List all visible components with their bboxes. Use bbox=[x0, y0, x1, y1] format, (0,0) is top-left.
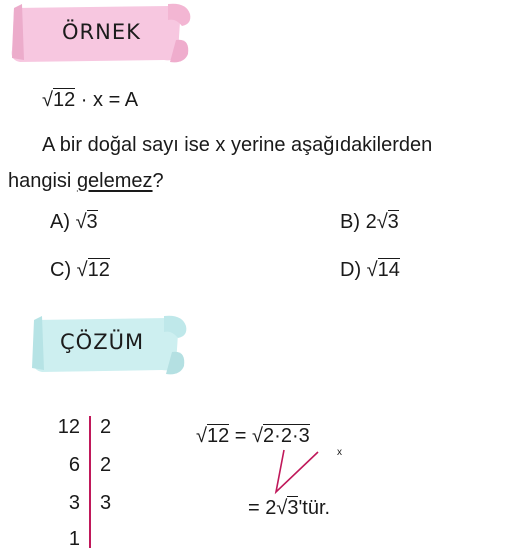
option-a-value: √3 bbox=[75, 211, 98, 233]
option-d-label: D) bbox=[340, 259, 362, 281]
equation-rest: · x = A bbox=[80, 89, 139, 111]
option-c-value: √12 bbox=[76, 259, 110, 281]
question-line1: A bir doğal sayı ise x yerine aşağıdakilerden bbox=[42, 134, 433, 156]
option-a-label: A) bbox=[50, 211, 70, 233]
option-d-value: √14 bbox=[366, 259, 400, 281]
ladder-factor: 2 bbox=[100, 454, 112, 476]
result-sqrt: √3 bbox=[276, 497, 299, 519]
question-mark: ? bbox=[152, 170, 164, 192]
solution-lhs: √12 bbox=[196, 425, 230, 447]
ladder-factor: 2 bbox=[100, 416, 112, 438]
option-a[interactable] bbox=[50, 210, 98, 234]
ornek-banner bbox=[0, 0, 200, 70]
option-d[interactable] bbox=[340, 258, 400, 282]
option-c-label: C) bbox=[50, 259, 72, 281]
solution-equals: = bbox=[234, 425, 247, 447]
option-b[interactable] bbox=[340, 210, 399, 234]
ladder-divider bbox=[89, 416, 91, 548]
sqrt-12: √12 bbox=[42, 89, 76, 111]
cancel-mark: x bbox=[337, 447, 342, 458]
ladder-number: 3 bbox=[68, 492, 80, 514]
cozum-banner bbox=[0, 308, 200, 380]
pairing-check-icon bbox=[268, 444, 328, 496]
ladder-number: 1 bbox=[68, 528, 80, 550]
cozum-title: ÇÖZÜM bbox=[60, 330, 145, 354]
solution-result bbox=[248, 496, 330, 520]
equation-radicand: 12 bbox=[52, 89, 76, 111]
question-hangisi: hangisi bbox=[8, 170, 77, 192]
ladder-number: 12 bbox=[57, 416, 80, 438]
question-line2 bbox=[8, 170, 164, 193]
option-c[interactable] bbox=[50, 258, 110, 282]
ornek-title: ÖRNEK bbox=[62, 20, 141, 44]
ladder-factor: 3 bbox=[100, 492, 112, 514]
result-suffix: 'tür. bbox=[298, 497, 331, 519]
result-prefix: = 2 bbox=[248, 497, 277, 519]
equation bbox=[42, 88, 138, 112]
option-b-value: √3 bbox=[376, 211, 399, 233]
solution-rhs: √2·2·3 bbox=[252, 425, 310, 447]
option-b-label: B) bbox=[340, 211, 360, 233]
question-gelemez: gelemez bbox=[76, 170, 153, 192]
ladder-number: 6 bbox=[68, 454, 80, 476]
factor-ladder bbox=[50, 412, 130, 548]
option-b-coef: 2 bbox=[365, 211, 377, 233]
